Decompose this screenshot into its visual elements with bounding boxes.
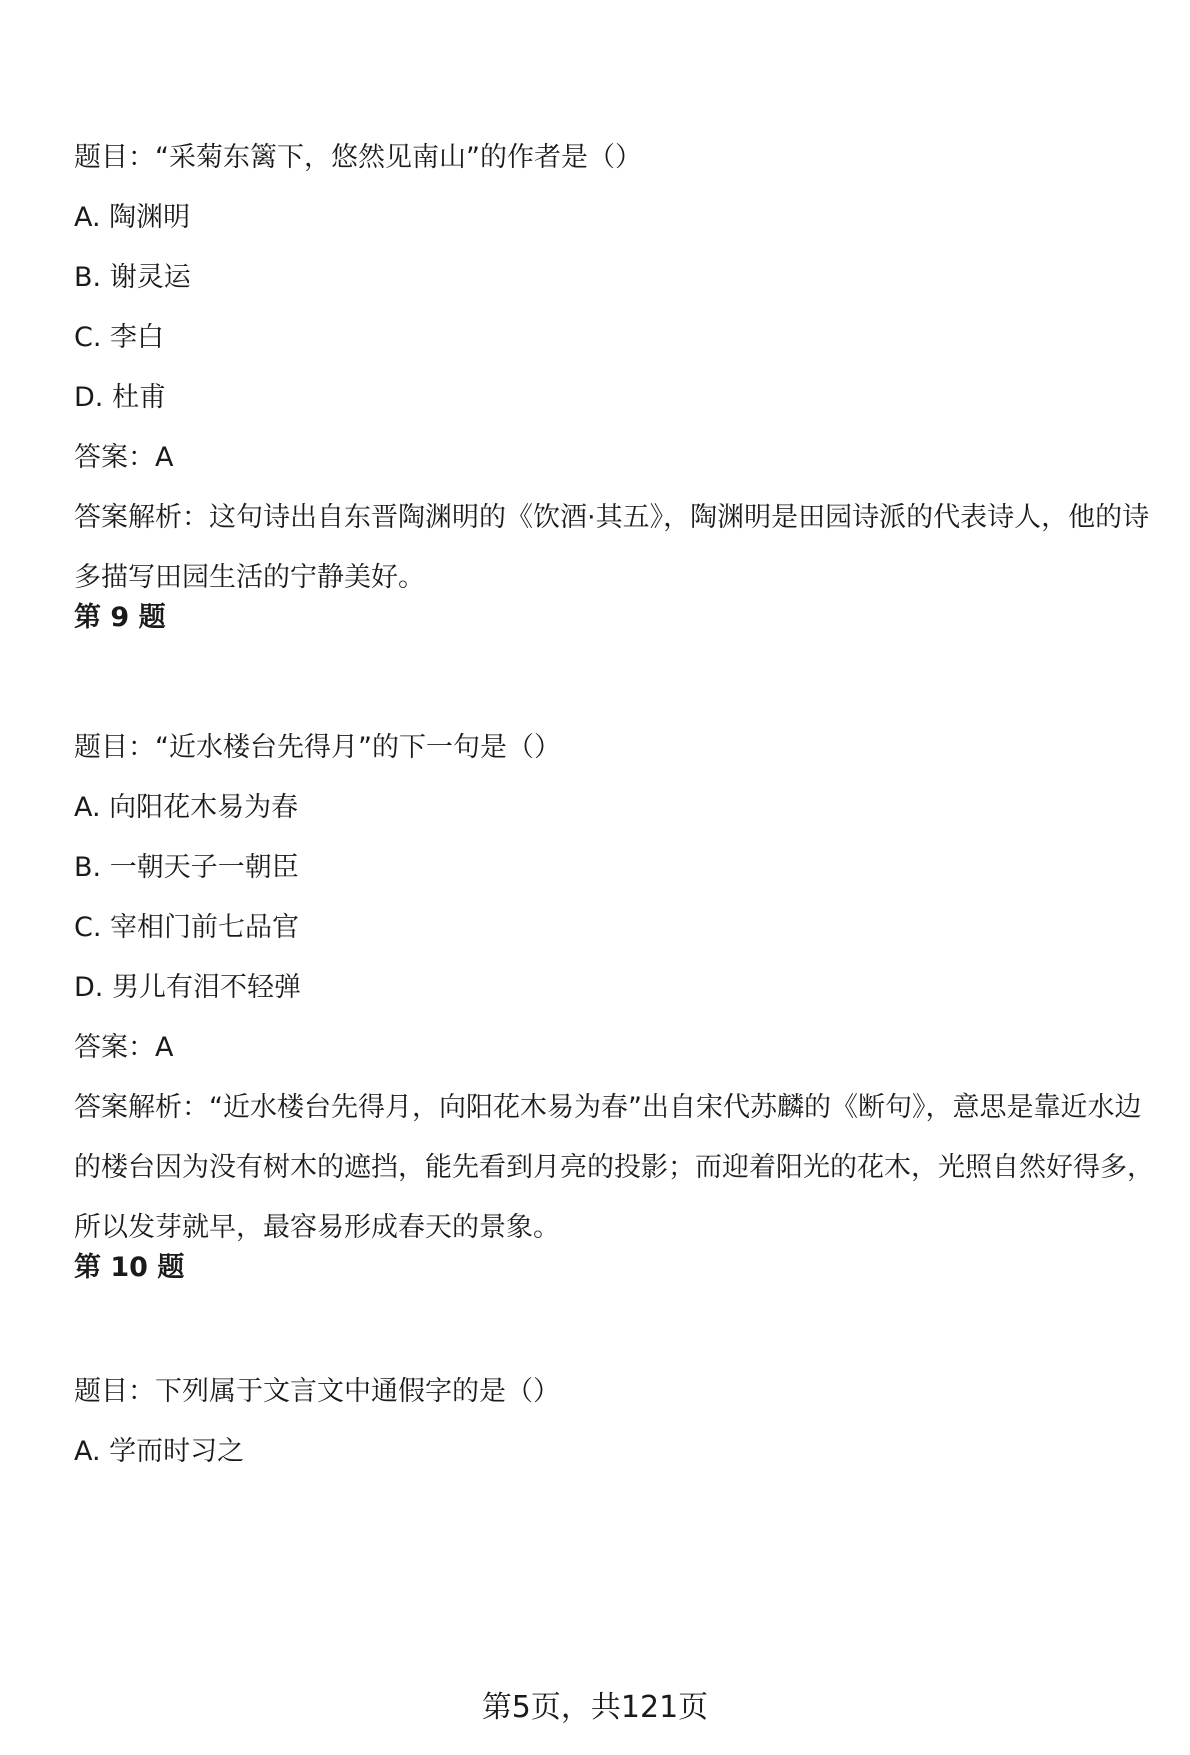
answer-analysis: 答案解析：这句诗出自东晋陶渊明的《饮酒·其五》，陶渊明是田园诗派的代表诗人，他的诗多描写田园生活的宁静美好。 xyxy=(74,502,1150,593)
question-10-heading-block xyxy=(74,1238,1154,1298)
answer: 答案：A xyxy=(74,1032,174,1063)
question-text: 题目：下列属于文言文中通假字的是（） xyxy=(74,1376,560,1407)
question-text: 题目：“近水楼台先得月”的下一句是（） xyxy=(74,732,561,763)
question-heading: 第 9 题 xyxy=(74,602,166,633)
option-a: A. 向阳花木易为春 xyxy=(74,792,299,823)
question-8 xyxy=(74,128,1154,608)
question-9-heading-block xyxy=(74,588,1154,648)
option-d: D. 男儿有泪不轻弹 xyxy=(74,972,301,1003)
option-a: A. 陶渊明 xyxy=(74,202,191,233)
question-heading: 第 10 题 xyxy=(74,1252,185,1283)
page-number-footer: 第5页，共121页 xyxy=(481,1690,709,1725)
option-c: C. 李白 xyxy=(74,322,165,353)
option-b: B. 谢灵运 xyxy=(74,262,191,293)
option-b: B. 一朝天子一朝臣 xyxy=(74,852,299,883)
question-9 xyxy=(74,718,1154,1258)
question-10 xyxy=(74,1362,1154,1482)
answer-analysis: 答案解析：“近水楼台先得月，向阳花木易为春”出自宋代苏麟的《断句》，意思是靠近水边的楼台因为没有树木的遮挡，能先看到月亮的投影；而迎着阳光的花木，光照自然好得多，所以发芽就早，最容易形成春天的景象。 xyxy=(74,1092,1154,1243)
question-text: 题目：“采菊东篱下，悠然见南山”的作者是（） xyxy=(74,142,642,173)
option-c: C. 宰相门前七品官 xyxy=(74,912,300,943)
option-a: A. 学而时习之 xyxy=(74,1436,245,1467)
answer: 答案：A xyxy=(74,442,174,473)
option-d: D. 杜甫 xyxy=(74,382,166,413)
